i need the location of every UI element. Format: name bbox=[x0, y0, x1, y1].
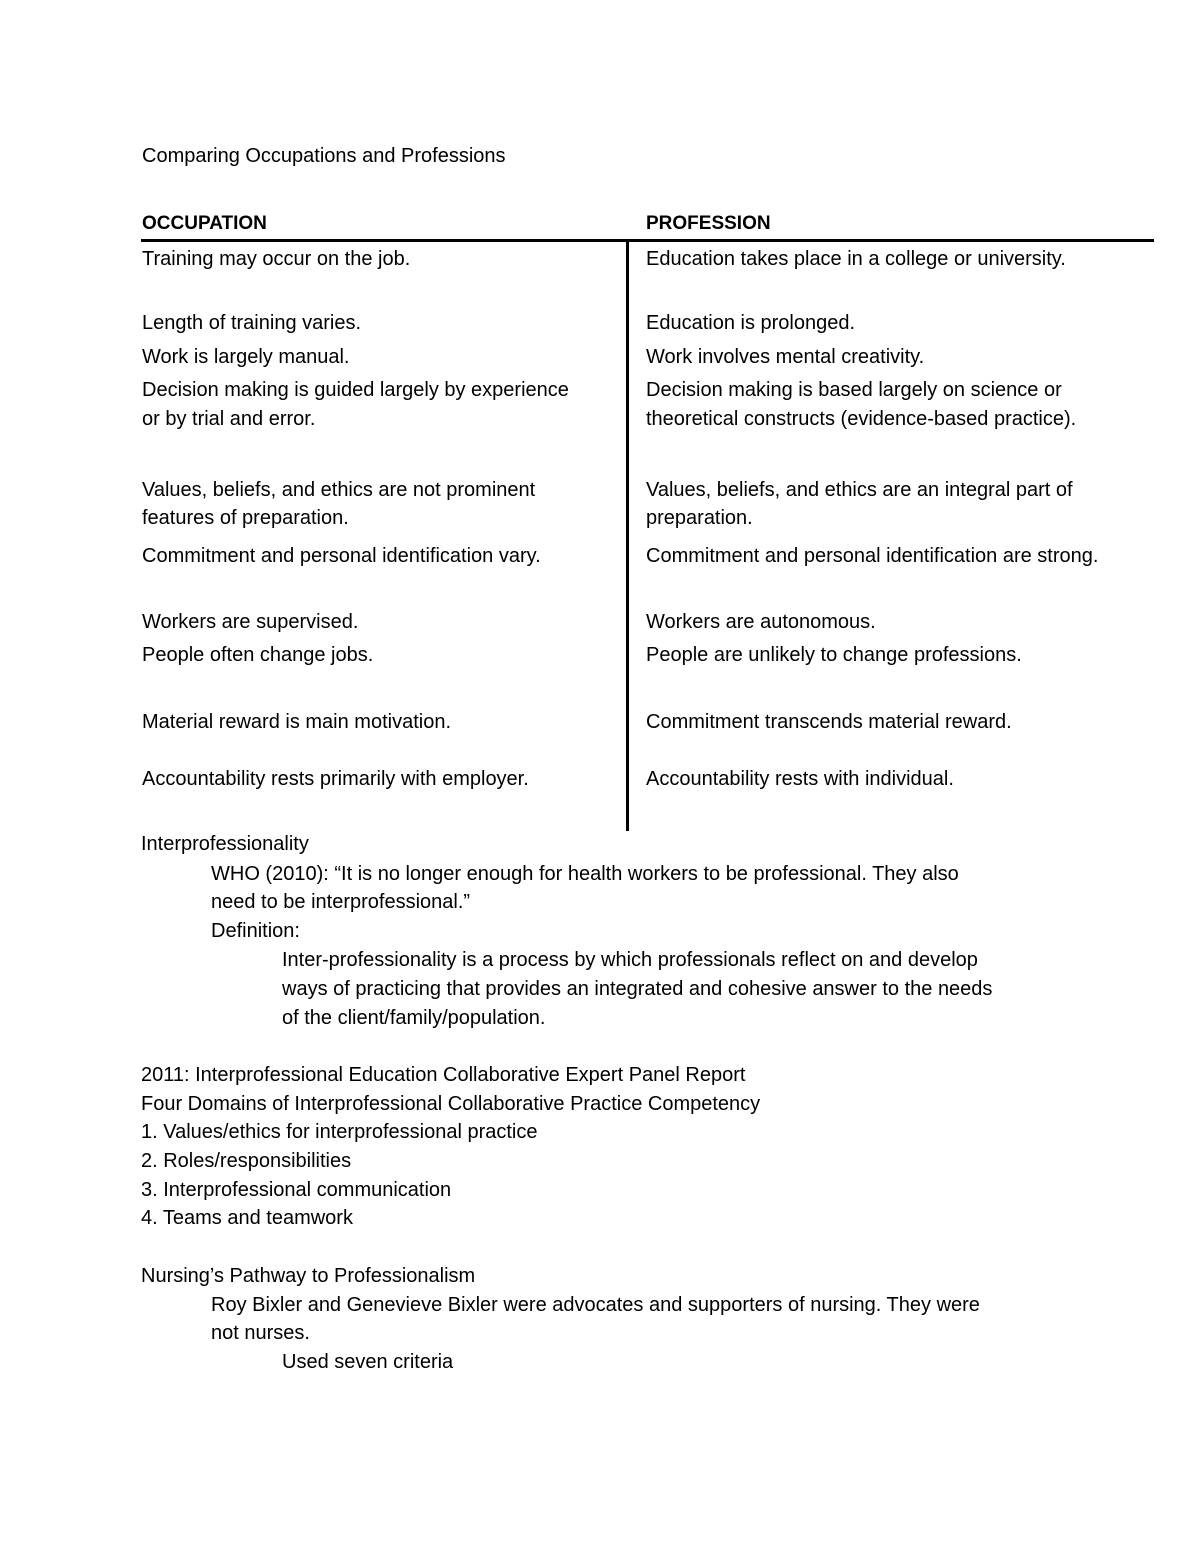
occupation-cell: Commitment and personal identification vary. bbox=[142, 545, 541, 567]
occupation-cell: Length of training varies. bbox=[142, 312, 362, 334]
who-quote-line: need to be interprofessional.” bbox=[211, 891, 471, 913]
profession-cell: Work involves mental creativity. bbox=[646, 346, 925, 368]
profession-cell: Commitment and personal identification are strong. bbox=[646, 545, 1099, 567]
definition-line: ways of practicing that provides an integrated and cohesive answer to the needs bbox=[282, 978, 993, 1000]
occupation-cell: Accountability rests primarily with employer. bbox=[142, 768, 529, 790]
table-column-divider bbox=[626, 241, 629, 831]
pathway-heading: Nursing’s Pathway to Professionalism bbox=[141, 1265, 476, 1287]
profession-cell: Education is prolonged. bbox=[646, 312, 856, 334]
profession-cell: Workers are autonomous. bbox=[646, 611, 876, 633]
domain-list-item: 2. Roles/responsibilities bbox=[141, 1150, 352, 1172]
table-header-rule bbox=[141, 239, 1154, 242]
occupation-cell: Training may occur on the job. bbox=[142, 248, 411, 270]
profession-cell: Commitment transcends material reward. bbox=[646, 711, 1012, 733]
profession-cell: Accountability rests with individual. bbox=[646, 768, 954, 790]
document-title: Comparing Occupations and Professions bbox=[142, 145, 506, 167]
profession-cell: People are unlikely to change professions. bbox=[646, 644, 1022, 666]
criteria-line: Used seven criteria bbox=[282, 1351, 454, 1373]
occupation-cell: or by trial and error. bbox=[142, 408, 316, 430]
occupation-cell: Work is largely manual. bbox=[142, 346, 350, 368]
definition-label: Definition: bbox=[211, 920, 300, 942]
report-subtitle: Four Domains of Interprofessional Collaborative Practice Competency bbox=[141, 1093, 761, 1115]
definition-line: of the client/family/population. bbox=[282, 1007, 546, 1029]
occupation-header: OCCUPATION bbox=[142, 213, 267, 234]
profession-cell: Values, beliefs, and ethics are an integral part of bbox=[646, 479, 1073, 501]
definition-line: Inter-professionality is a process by which professionals reflect on and develop bbox=[282, 949, 978, 971]
bixler-line: not nurses. bbox=[211, 1322, 310, 1344]
profession-cell: theoretical constructs (evidence-based practice). bbox=[646, 408, 1077, 430]
domain-list-item: 4. Teams and teamwork bbox=[141, 1207, 353, 1229]
domain-list-item: 3. Interprofessional communication bbox=[141, 1179, 452, 1201]
occupation-cell: features of preparation. bbox=[142, 507, 349, 529]
report-title: 2011: Interprofessional Education Collaborative Expert Panel Report bbox=[141, 1064, 746, 1086]
profession-cell: Decision making is based largely on science or bbox=[646, 379, 1062, 401]
occupation-cell: Values, beliefs, and ethics are not prominent bbox=[142, 479, 536, 501]
profession-cell: Education takes place in a college or university. bbox=[646, 248, 1066, 270]
occupation-cell: Material reward is main motivation. bbox=[142, 711, 451, 733]
occupation-cell: Decision making is guided largely by experience bbox=[142, 379, 569, 401]
occupation-cell: Workers are supervised. bbox=[142, 611, 359, 633]
profession-cell: preparation. bbox=[646, 507, 753, 529]
interprofessionality-heading: Interprofessionality bbox=[141, 833, 309, 855]
profession-header: PROFESSION bbox=[646, 213, 771, 234]
who-quote-line: WHO (2010): “It is no longer enough for health workers to be professional. They also bbox=[211, 863, 959, 885]
domain-list-item: 1. Values/ethics for interprofessional practice bbox=[141, 1121, 538, 1143]
occupation-cell: People often change jobs. bbox=[142, 644, 374, 666]
bixler-line: Roy Bixler and Genevieve Bixler were advocates and supporters of nursing. They were bbox=[211, 1294, 980, 1316]
